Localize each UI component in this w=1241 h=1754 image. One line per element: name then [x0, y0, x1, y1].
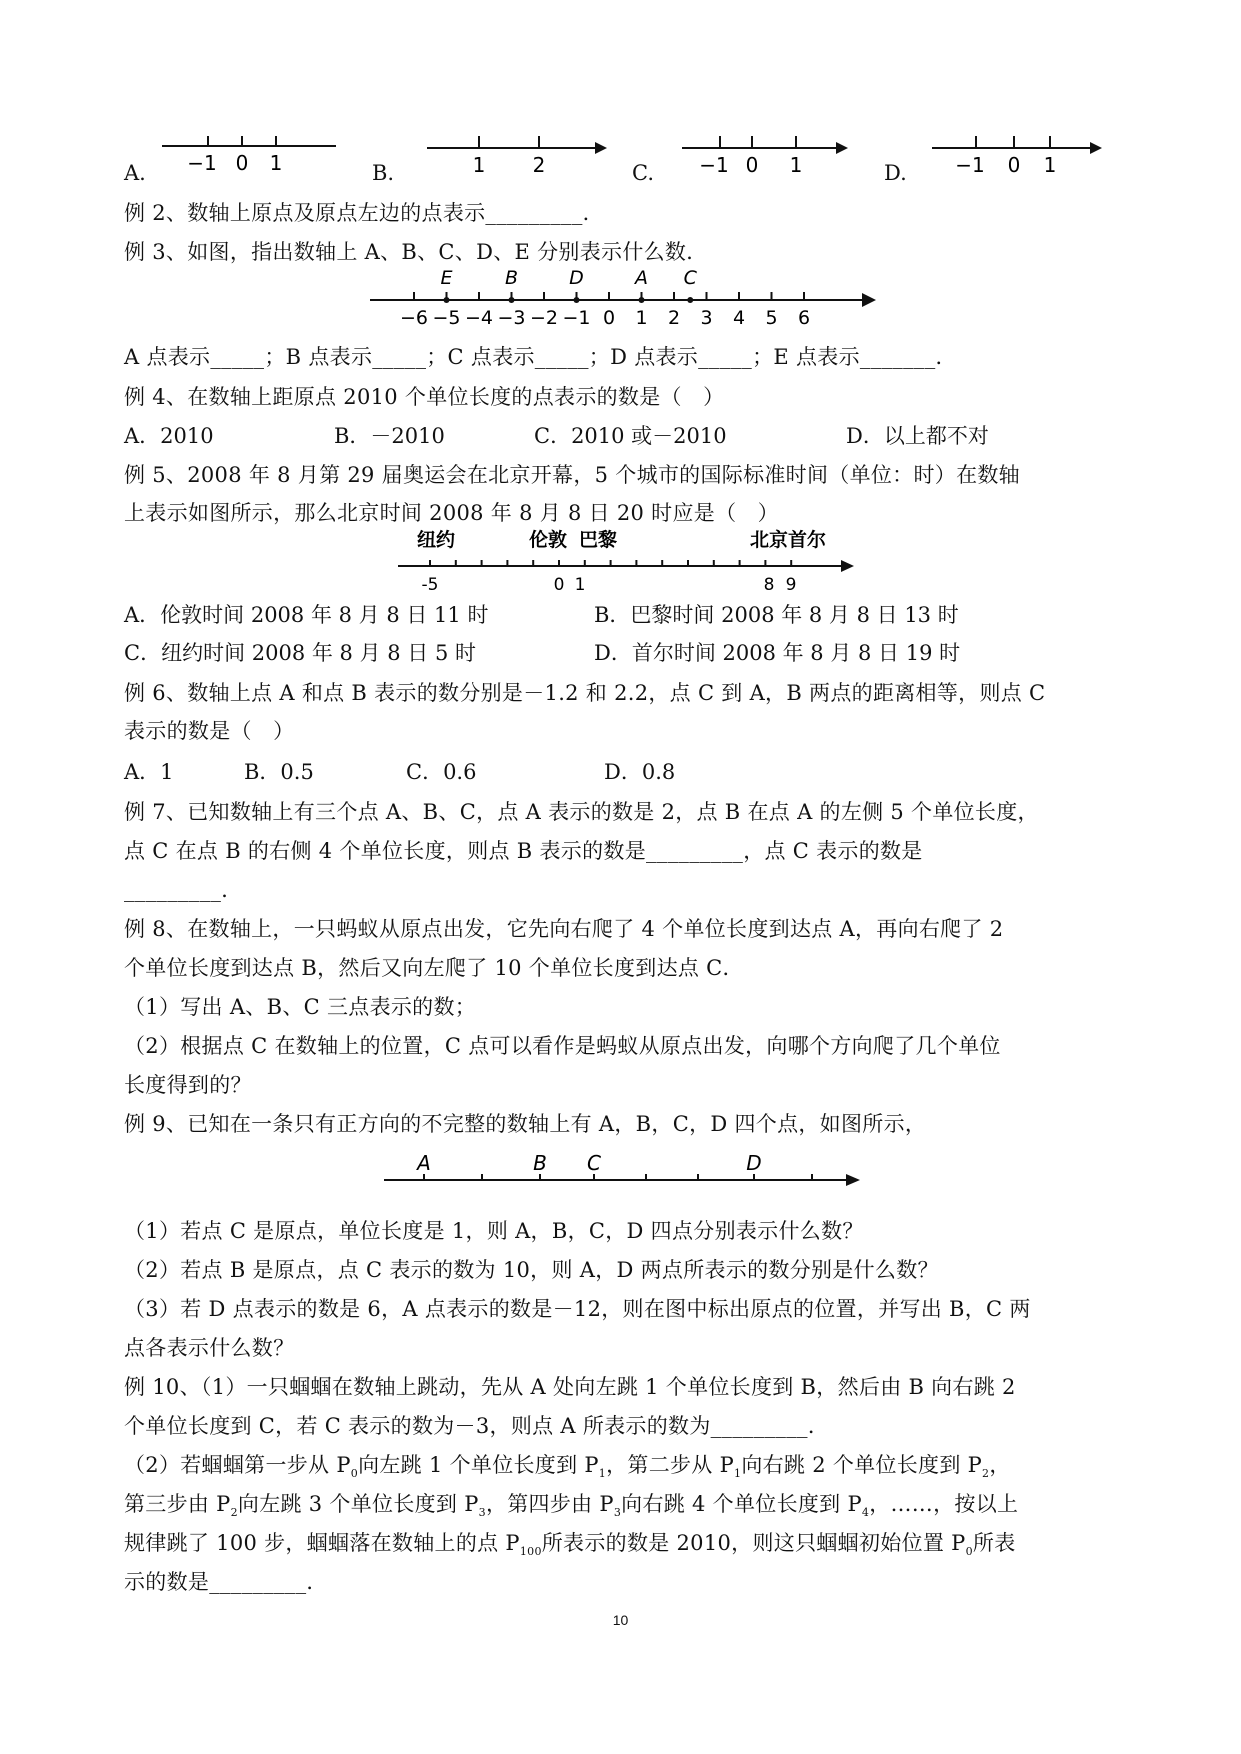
point-label-a: A [417, 1151, 431, 1175]
example-4-option-b: B．－2010 [334, 424, 445, 448]
example-6-option-c: C．0.6 [406, 760, 477, 784]
text-run: 向右跳 4 个单位长度到 P [621, 1492, 862, 1516]
option-b-label: B. [372, 161, 395, 185]
subscript: 1 [598, 1467, 607, 1481]
example-8-question-2a: （2）根据点 C 在数轴上的位置，C 点可以看作是蚂蚁从原点出发，向哪个方向爬了几个单位 [124, 1034, 1001, 1058]
option-c-label: C. [632, 161, 654, 185]
tick-label: 2 [667, 307, 681, 329]
tick-label: 0 [553, 575, 565, 594]
example-8-question-1: （1）写出 A、B、C 三点表示的数； [124, 995, 477, 1019]
text-run: 第三步由 P [124, 1492, 231, 1516]
text-run: 规律跳了 100 步，蝈蝈落在数轴上的点 P [124, 1531, 520, 1555]
example-5-option-b: B．巴黎时间 2008 年 8 月 8 日 13 时 [594, 603, 959, 627]
arrow-head [841, 560, 854, 572]
city-label: 纽约 [416, 529, 456, 551]
tick-label: −1 [699, 153, 729, 176]
arrow-head [846, 1174, 860, 1186]
city-label: 北京首尔 [749, 529, 827, 551]
example-4-option-c: C．2010 或－2010 [534, 424, 727, 448]
text-run: 所表 [972, 1531, 1016, 1555]
example-4-option-d: D．以上都不对 [846, 424, 989, 448]
tick-label: −5 [432, 307, 461, 329]
tick-label: −1 [187, 151, 217, 175]
tick-label: 3 [700, 307, 713, 329]
tick-group [400, 292, 810, 329]
example-8-line-2: 个单位长度到达点 B，然后又向左爬了 10 个单位长度到达点 C． [124, 956, 744, 980]
text-run: ， [989, 1453, 1011, 1477]
tick-label: 9 [785, 575, 797, 594]
example-10-line-5 [124, 1526, 1016, 1569]
example-10-line-4 [124, 1487, 1018, 1530]
option-d-label: D. [884, 161, 907, 185]
example-7-line-2: 点 C 在点 B 的右侧 4 个单位长度，则点 B 表示的数是_________，点 C 表示的数是 [124, 839, 923, 863]
city-label: 巴黎 [578, 529, 618, 551]
point-marker [687, 297, 693, 303]
axis-option-a [160, 126, 340, 176]
point-label: E [440, 268, 453, 289]
point-label-b: B [533, 1151, 547, 1175]
tick-label: −2 [529, 307, 559, 329]
example-5-line-1: 例 5、2008 年 8 月第 29 届奥运会在北京开幕，5 个城市的国际标准时间（单位：时）在数轴 [124, 463, 1020, 487]
point-label: C [683, 268, 697, 289]
example-7-line-3: _________． [124, 878, 243, 902]
tick-label: 0 [1007, 153, 1021, 176]
tick-label: −3 [497, 307, 526, 329]
axis-option-c [680, 126, 850, 176]
example-9-question-3b: 点各表示什么数？ [124, 1336, 295, 1360]
example-6-option-a: A．1 [124, 760, 174, 784]
tick-label: 5 [765, 307, 778, 329]
tick-label: 1 [789, 153, 803, 176]
text-run: （2）若蝈蝈第一步从 P [124, 1453, 351, 1477]
example-4-option-a: A．2010 [124, 424, 214, 448]
example-9-question-3a: （3）若 D 点表示的数是 6，A 点表示的数是－12，则在图中标出原点的位置，并写出 B，C 两 [124, 1297, 1031, 1321]
text-run: 向左跳 1 个单位长度到 P [358, 1453, 599, 1477]
arrow-head [1090, 142, 1102, 154]
tick-label: 0 [235, 151, 249, 175]
example-2-text: 例 2、数轴上原点及原点左边的点表示_________． [124, 201, 604, 225]
subscript: 0 [350, 1467, 359, 1481]
example-5-line-2: 上表示如图所示，那么北京时间 2008 年 8 月 8 日 20 时应是（ ） [124, 501, 779, 525]
example-6-line-1: 例 6、数轴上点 A 和点 B 表示的数分别是－1.2 和 2.2，点 C 到 A，B 两点的距离相等，则点 C [124, 681, 1046, 705]
subscript: 4 [861, 1506, 870, 1520]
tick-label: 8 [763, 575, 775, 594]
tick-label: −4 [464, 307, 494, 329]
tick-label: −1 [955, 153, 985, 176]
option-a-label: A. [124, 161, 146, 185]
tick-label: −6 [399, 307, 429, 329]
point-label-d: D [746, 1151, 762, 1175]
text-run: 向右跳 2 个单位长度到 P [741, 1453, 983, 1477]
arrow-head [836, 142, 848, 154]
example-5-option-c: C．纽约时间 2008 年 8 月 8 日 5 时 [124, 641, 476, 665]
tick-label: -5 [421, 575, 439, 594]
text-run: ，第四步由 P [485, 1492, 614, 1516]
subscript: 3 [478, 1506, 486, 1520]
subscript: 2 [230, 1506, 238, 1520]
example-9-question-1: （1）若点 C 是原点，单位长度是 1，则 A，B，C，D 四点分别表示什么数？ [124, 1219, 864, 1243]
subscript: 2 [982, 1467, 990, 1481]
example-5-time-axis [396, 528, 856, 594]
tick-label: −1 [562, 307, 591, 329]
tick-label: 2 [532, 153, 546, 176]
point-marker [509, 297, 515, 303]
point-label: B [504, 268, 519, 289]
tick-label: 1 [574, 575, 586, 594]
example-5-option-a: A．伦敦时间 2008 年 8 月 8 日 11 时 [124, 603, 489, 627]
tick-label: 0 [745, 153, 759, 176]
point-label-c: C [587, 1151, 601, 1175]
example-10-line-6: 示的数是_________． [124, 1570, 328, 1594]
example-7-line-1: 例 7、已知数轴上有三个点 A、B、C，点 A 表示的数是 2，点 B 在点 A 的左侧 5 个单位长度， [124, 800, 1039, 824]
point-marker [574, 297, 580, 303]
example-8-question-2b: 长度得到的？ [124, 1073, 252, 1097]
city-label: 伦敦 [528, 529, 568, 551]
example-9-question-2: （2）若点 B 是原点，点 C 表示的数为 10，则 A，D 两点所表示的数分别是什么数？ [124, 1258, 939, 1282]
point-label: A [635, 268, 648, 289]
point-marker [444, 297, 450, 303]
subscript: 1 [734, 1467, 742, 1481]
example-10-line-1: 例 10、（1）一只蝈蝈在数轴上跳动，先从 A 处向左跳 1 个单位长度到 B，然后由 B 向右跳 2 [124, 1375, 1016, 1399]
page-number: 10 [612, 1612, 629, 1628]
example-10-line-2: 个单位长度到 C，若 C 表示的数为－3，则点 A 所表示的数为_________． [124, 1414, 830, 1438]
tick-label: 4 [732, 307, 746, 329]
tick-label: 1 [472, 153, 486, 176]
example-6-option-d: D．0.8 [604, 760, 676, 784]
tick-label: 6 [797, 307, 811, 329]
text-run: ，……，按以上 [869, 1492, 1019, 1516]
example-3-answer: A 点表示_____；B 点表示_____；C 点表示_____；D 点表示_____；E 点表示_______． [124, 345, 957, 369]
example-5-option-d: D．首尔时间 2008 年 8 月 8 日 19 时 [594, 641, 961, 665]
example-8-line-1: 例 8、在数轴上，一只蚂蚁从原点出发，它先向右爬了 4 个单位长度到达点 A，再向右爬了 2 [124, 917, 1004, 941]
text-run: ，第二步从 P [606, 1453, 735, 1477]
arrow-head [862, 293, 876, 307]
example-3-text: 例 3、如图，指出数轴上 A、B、C、D、E 分别表示什么数． [124, 240, 708, 264]
tick-label: 0 [602, 307, 616, 329]
example-3-number-line [368, 268, 878, 330]
arrow-head [595, 142, 607, 154]
text-run: 所表示的数是 2010，则这只蝈蝈初始位置 P [541, 1531, 966, 1555]
tick-label: 1 [269, 151, 283, 175]
example-6-option-b: B．0.5 [244, 760, 314, 784]
axis-option-d [930, 126, 1105, 176]
subscript: 100 [519, 1545, 542, 1559]
example-9-number-line [382, 1146, 862, 1194]
point-label: D [569, 268, 584, 289]
tick-label: 1 [1043, 153, 1057, 176]
example-10-line-3 [124, 1448, 1011, 1491]
axis-option-b [425, 124, 610, 176]
subscript: 0 [965, 1545, 973, 1559]
example-4-text: 例 4、在数轴上距原点 2010 个单位长度的点表示的数是（ ） [124, 385, 725, 409]
tick-label: 1 [635, 307, 648, 329]
example-6-line-2: 表示的数是（ ） [124, 719, 295, 743]
example-9-text: 例 9、已知在一条只有正方向的不完整的数轴上有 A，B，C，D 四个点，如图所示， [124, 1112, 927, 1136]
point-marker [639, 297, 645, 303]
subscript: 3 [613, 1506, 622, 1520]
text-run: 向左跳 3 个单位长度到 P [237, 1492, 479, 1516]
